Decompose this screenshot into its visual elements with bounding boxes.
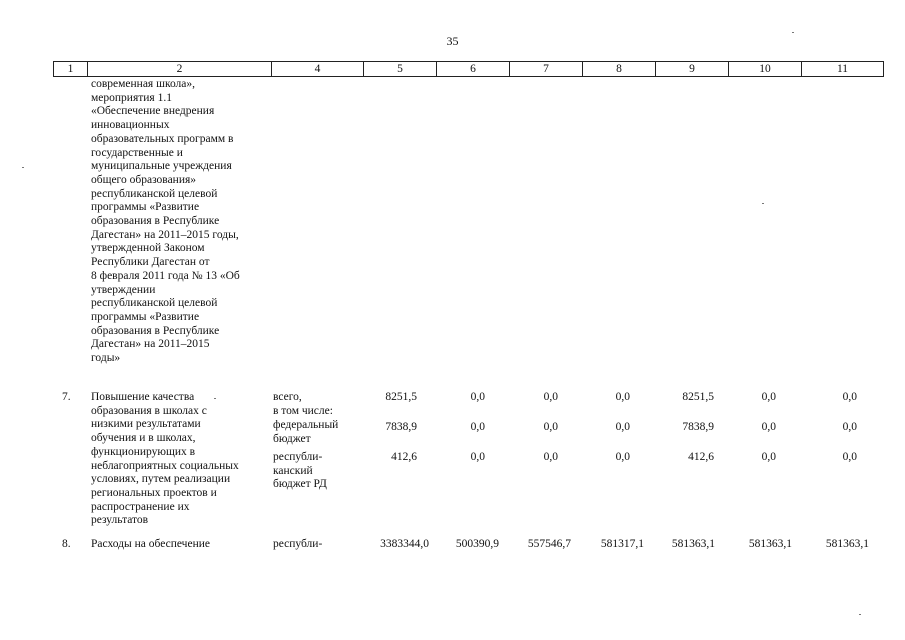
value-cell: 581363,1 (825, 538, 869, 550)
header-cell: 11 (802, 62, 884, 77)
value-cell: 500390,9 (455, 538, 499, 550)
value-cell: 0,0 (543, 391, 558, 403)
text-line: «Обеспечение внедрения (91, 105, 215, 118)
text-line: образования в школах с (91, 404, 207, 417)
value-cell: 8251,5 (682, 391, 714, 403)
text-line: Дагестан» на 2011–2015 годы, (91, 228, 239, 241)
value-cell: 0,0 (842, 451, 857, 463)
text-line: Повышение качества (91, 391, 195, 403)
value-cell: 0,0 (842, 421, 857, 433)
scan-speck (22, 167, 24, 168)
value-cell: 581363,1 (671, 538, 715, 550)
row-name: Расходы на обеспечение (91, 538, 210, 550)
text-line: образования в Республике (91, 324, 220, 337)
value-cell: 7838,9 (385, 421, 417, 433)
value-cell: 0,0 (470, 451, 485, 463)
value-cell: 8251,5 (385, 391, 417, 403)
text-line: муниципальные учреждения (91, 160, 232, 173)
text-line: Республики Дагестан от (91, 256, 210, 269)
row-number: 7. (62, 391, 71, 403)
text-line: образовательных программ в (91, 132, 234, 145)
row-number: 8. (62, 538, 71, 550)
text-line: 8 февраля 2011 года № 13 «Об (91, 269, 240, 282)
header-cell: 2 (88, 62, 272, 77)
value-cell: 0,0 (543, 451, 558, 463)
text-line: утверждении (91, 283, 156, 296)
header-cell: 9 (656, 62, 729, 77)
value-cell: 581363,1 (748, 538, 792, 550)
value-cell: 581317,1 (600, 538, 644, 550)
header-row (54, 62, 884, 77)
value-cell: 0,0 (543, 421, 558, 433)
text-line: неблагоприятных социальных (91, 459, 239, 472)
text-line: региональных проектов и (91, 486, 217, 499)
source-label: федеральный бюджет (273, 419, 339, 445)
row-name (91, 391, 239, 528)
value-cell: 0,0 (761, 451, 776, 463)
value-cell: 3383344,0 (380, 538, 429, 550)
scan-speck (214, 398, 216, 399)
header-cell: 7 (510, 62, 583, 77)
table-header (53, 61, 884, 77)
text-line: республиканской целевой (91, 187, 218, 200)
value-cell: 412,6 (391, 451, 417, 463)
continuation-text (91, 78, 240, 366)
value-cell: 7838,9 (682, 421, 714, 433)
text-line: инновационных (91, 119, 170, 132)
header-cell: 4 (272, 62, 364, 77)
text-line: современная школа», (91, 78, 196, 90)
text-line: годы» (91, 352, 121, 365)
header-cell: 1 (54, 62, 88, 77)
header-cell: 5 (364, 62, 437, 77)
value-cell: 0,0 (761, 391, 776, 403)
value-cell: 0,0 (615, 421, 630, 433)
text-line: Дагестан» на 2011–2015 (91, 338, 210, 351)
value-cell: 0,0 (470, 391, 485, 403)
text-line: условиях, путем реализации (91, 473, 231, 486)
source-label: республи- канский бюджет РД (273, 451, 327, 491)
text-line: результатов (91, 514, 149, 527)
header-cell: 10 (729, 62, 802, 77)
value-cell: 557546,7 (527, 538, 571, 550)
text-line: общего образования» (91, 173, 197, 186)
value-cell: 0,0 (470, 421, 485, 433)
text-line: республиканской целевой (91, 297, 218, 310)
value-cell: 0,0 (615, 391, 630, 403)
text-line: обучения и в школах, (91, 432, 196, 445)
text-line: государственные и (91, 146, 183, 159)
value-cell: 0,0 (761, 421, 776, 433)
text-line: функционирующих в (91, 445, 196, 458)
value-cell: 0,0 (615, 451, 630, 463)
text-line: низкими результатами (91, 418, 201, 431)
page-number: 35 (446, 34, 459, 48)
header-cell: 6 (437, 62, 510, 77)
text-line: утвержденной Законом (91, 242, 205, 255)
text-line: программы «Развитие (91, 201, 200, 214)
text-line: распространение их (91, 500, 190, 513)
source-label: республи- (273, 538, 323, 550)
header-cell: 8 (583, 62, 656, 77)
value-cell: 412,6 (688, 451, 714, 463)
text-line: программы «Развитие (91, 310, 200, 323)
scan-speck (859, 614, 861, 615)
source-label: всего, в том числе: (273, 391, 333, 417)
value-cell: 0,0 (842, 391, 857, 403)
text-line: образования в Республике (91, 215, 220, 228)
scan-speck (792, 32, 794, 33)
text-line: мероприятия 1.1 (91, 91, 172, 104)
scan-speck (762, 203, 764, 204)
